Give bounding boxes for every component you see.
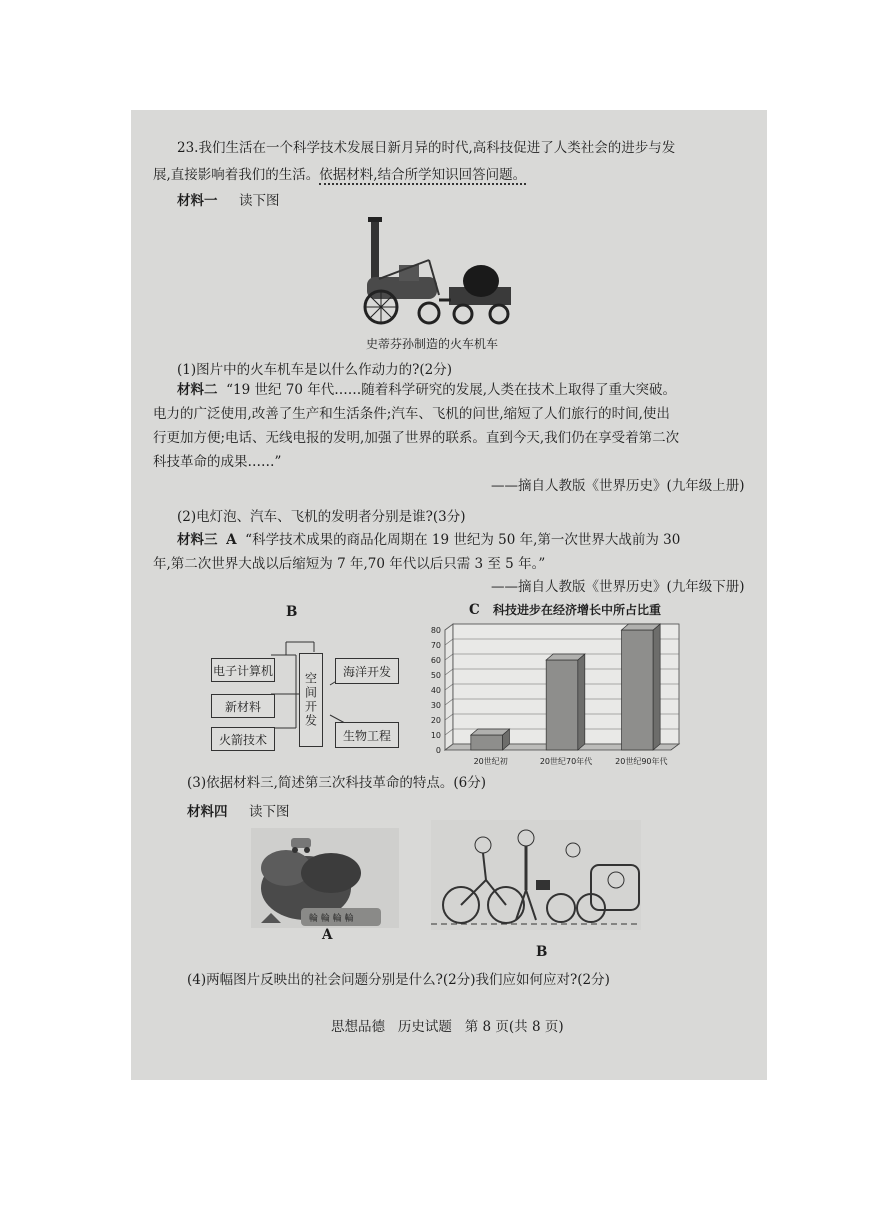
chart-bar (546, 660, 578, 750)
chart-y-tick-label: 60 (430, 656, 441, 665)
chart-x-tick-label: 20世纪90年代 (615, 757, 668, 766)
chart-y-tick-label: 20 (430, 716, 441, 725)
chart-x-tick-label: 20世纪70年代 (539, 757, 593, 766)
material-2-line-3: 行更加方便;电话、无线电报的发明,加强了世界的联系。直到今天,我们仍在享受着第二次 (153, 430, 680, 446)
material-3-label: 材料三 (177, 532, 218, 548)
chart-bar-top (471, 729, 510, 735)
question-4: (4)两幅图片反映出的社会问题分别是什么?(2分)我们应如何应对?(2分) (187, 972, 610, 988)
question-line-2 (153, 165, 526, 185)
diagram-b-label: B (286, 604, 298, 620)
material-4-label: 材料四 (187, 804, 228, 820)
question-line-1: 23.我们生活在一个科学技术发展日新月异的时代,高科技促进了人类社会的进步与发 (177, 140, 676, 156)
svg-text:輪 輪 輪 輪: 輪 輪 輪 輪 (309, 914, 354, 924)
cartoon-a-image (251, 828, 399, 928)
cartoon-b-label: B (536, 944, 548, 960)
page-footer: 思想品德 历史试题 第 8 页(共 8 页) (331, 1019, 564, 1035)
diagram-box-new-materials: 新材料 (211, 694, 275, 718)
exam-page (131, 110, 767, 1080)
chart-title: 科技进步在经济增长中所占比重 (493, 603, 662, 617)
material-2-line-1 (177, 380, 676, 400)
chart-bar-top (546, 654, 585, 660)
material-4-instruction: 读下图 (249, 804, 290, 820)
chart-y-tick-label: 30 (430, 701, 441, 710)
cartoon-a-label: A (322, 927, 333, 943)
material-3-source: ——摘自人教版《世界历史》(九年级下册) (491, 579, 745, 595)
material-1-instruction: 读下图 (239, 193, 280, 209)
question-line-2b: 依据材料,结合所学知识回答问题。 (319, 167, 527, 183)
diagram-box-rocket-tech: 火箭技术 (211, 727, 275, 751)
chart-y-tick-label: 10 (430, 731, 441, 740)
locomotive-image (359, 215, 519, 330)
chart-c-label: C (469, 602, 480, 618)
material-2-source: ——摘自人教版《世界历史》(九年级上册) (491, 478, 745, 494)
chart-bar-side (653, 624, 660, 750)
chart-bar (471, 735, 503, 750)
material-2-line-4: 科技革命的成果……” (153, 454, 282, 470)
diagram-box-bioengineering: 生物工程 (335, 722, 399, 748)
diagram-box-computer: 电子计算机 (211, 658, 275, 682)
question-3: (3)依据材料三,简述第三次科技革命的特点。(6分) (187, 775, 487, 791)
material-3-text-1: “科学技术成果的商品化周期在 19 世纪为 50 年,第一次世界大战前为 30 (245, 532, 681, 548)
material-2-line-2: 电力的广泛使用,改善了生产和生活条件;汽车、飞机的问世,缩短了人们旅行的时间,使出 (153, 406, 670, 422)
material-3-line-1 (177, 530, 680, 550)
diagram-box-space-development: 空间开发 (299, 653, 323, 747)
chart-y-tick-label: 70 (430, 641, 441, 650)
chart-y-tick-label: 40 (430, 686, 441, 695)
question-1: (1)图片中的火车机车是以什么作动力的?(2分) (177, 362, 452, 378)
question-2: (2)电灯泡、汽车、飞机的发明者分别是谁?(3分) (177, 509, 466, 525)
chart-x-tick-label: 20世纪初 (473, 757, 508, 766)
question-line-2a: 展,直接影响着我们的生活。 (153, 167, 320, 183)
material-2-label: 材料二 (177, 382, 218, 398)
material-3-sub-a: A (226, 532, 237, 548)
material-1-label: 材料一 (177, 193, 218, 209)
material-3-line-2: 年,第二次世界大战以后缩短为 7 年,70 年代以后只需 3 至 5 年。” (153, 556, 546, 572)
diagram-box-ocean-development: 海洋开发 (335, 658, 399, 684)
chart-bar-side (578, 654, 585, 750)
chart-bar (622, 630, 654, 750)
chart-bar-top (622, 624, 661, 630)
chart-y-tick-label: 0 (435, 746, 441, 755)
chart-y-tick-label: 50 (430, 671, 441, 680)
chart-y-tick-label: 80 (430, 626, 441, 635)
chart-c (421, 622, 691, 772)
material-2-text-1: “19 世纪 70 年代……随着科学研究的发展,人类在技术上取得了重大突破。 (226, 382, 677, 398)
locomotive-caption: 史蒂芬孙制造的火车机车 (366, 337, 499, 351)
cartoon-b-image (431, 820, 641, 930)
